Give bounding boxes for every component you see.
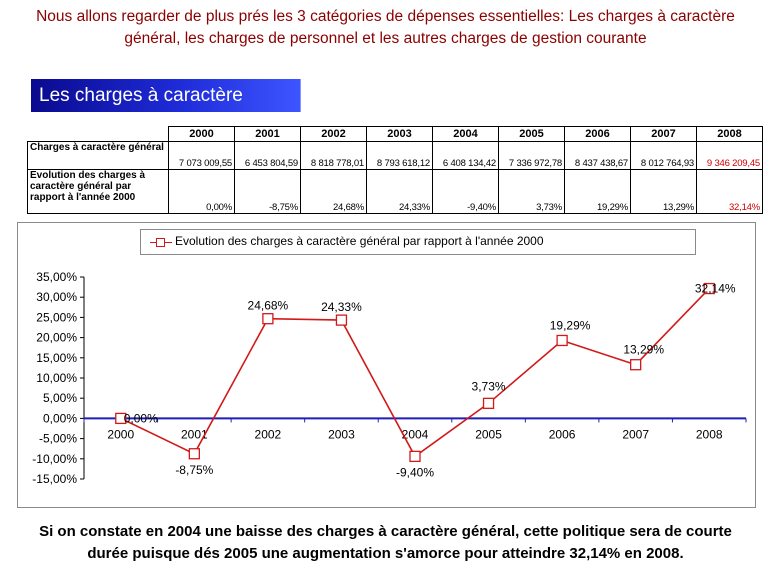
table-row-label: Charges à caractère général <box>28 142 169 170</box>
table-cell: 19,29% <box>565 170 631 214</box>
y-tick-label: 35,00% <box>36 270 77 284</box>
y-tick-label: -10,00% <box>32 451 77 466</box>
data-label: 24,68% <box>247 298 289 313</box>
conclusion-text: Si on constate en 2004 une baisse des charges à caractère général, cette politique sera de courte durée puisque dés 2005 une augmentation s'amorce pour atteindre 32,14% en 2008. <box>39 523 732 562</box>
data-point-marker <box>484 398 494 408</box>
x-tick-label: 2004 <box>401 427 429 442</box>
data-point-marker <box>631 360 641 370</box>
x-tick-label: 2002 <box>254 427 282 442</box>
table-header-year: 2000 <box>169 127 235 142</box>
y-tick-label: 10,00% <box>36 371 77 385</box>
legend-label: Evolution des charges à caractère général par rapport à l'année 2000 <box>175 234 544 248</box>
y-tick-label: -15,00% <box>32 472 77 486</box>
x-tick-label: 2008 <box>695 427 723 442</box>
table-cell: 7 336 972,78 <box>499 142 565 170</box>
table-header-year: 2007 <box>631 127 697 142</box>
section-title: Les charges à caractère général <box>31 79 301 112</box>
table-cell: 6 408 134,42 <box>433 142 499 170</box>
y-tick-label: 5,00% <box>42 391 77 406</box>
x-tick-label: 2001 <box>180 427 208 442</box>
x-tick-label: 2005 <box>475 427 502 442</box>
y-tick-label: -5,00% <box>38 431 77 446</box>
table-cell: 7 073 009,55 <box>169 142 235 170</box>
table-header-year: 2005 <box>499 127 565 142</box>
data-point-marker <box>189 449 199 459</box>
table-header-year: 2004 <box>433 127 499 142</box>
table-cell: 8 793 618,12 <box>367 142 433 170</box>
data-label: 13,29% <box>623 342 665 357</box>
x-tick-label: 2007 <box>622 427 650 442</box>
y-tick-label: 0,00% <box>42 411 77 426</box>
legend-marker-swatch <box>156 238 165 247</box>
data-point-marker <box>557 335 567 345</box>
y-tick-label: 30,00% <box>36 290 77 305</box>
table-cell: 8 012 764,93 <box>631 142 697 170</box>
table-cell: 8 437 438,67 <box>565 142 631 170</box>
data-label: 3,73% <box>471 379 506 394</box>
data-point-marker <box>336 315 346 325</box>
table-cell: 0,00% <box>169 170 235 214</box>
table-header-year: 2003 <box>367 127 433 142</box>
y-tick-label: 25,00% <box>36 310 77 325</box>
intro-text: Nous allons regarder de plus prés les 3 catégories de dépenses essentielles: Les charges à caractère général, les charges de personnel et les autres charges de gestion courante <box>36 8 735 47</box>
data-label: 0,00% <box>123 411 158 426</box>
x-tick-label: 2003 <box>328 427 355 442</box>
data-label: 32,14% <box>694 281 736 296</box>
table-cell: 24,33% <box>367 170 433 214</box>
table-cell: 6 453 804,59 <box>235 142 301 170</box>
table-header-year: 2008 <box>697 127 763 142</box>
table-header-year: 2001 <box>235 127 301 142</box>
table-cell: -8,75% <box>235 170 301 214</box>
data-point-marker <box>263 314 273 324</box>
x-tick-label: 2006 <box>548 427 576 442</box>
chart-legend <box>140 229 696 255</box>
table-cell-highlight: 32,14% <box>697 170 763 214</box>
table-header-year: 2006 <box>565 127 631 142</box>
table-row-label: Evolution des charges à caractère général par rapport à l'année 2000 <box>28 170 169 214</box>
table-header-year: 2002 <box>301 127 367 142</box>
table-cell-highlight: 9 346 209,45 <box>697 142 763 170</box>
x-tick-label: 2000 <box>107 427 135 442</box>
data-label: -8,75% <box>175 462 214 477</box>
data-label: 19,29% <box>549 318 591 333</box>
table-cell: 3,73% <box>499 170 565 214</box>
data-label: -9,40% <box>395 465 435 480</box>
table-cell: 24,68% <box>301 170 367 214</box>
table-cell: 13,29% <box>631 170 697 214</box>
table-cell: 8 818 778,01 <box>301 142 367 170</box>
y-tick-label: 15,00% <box>36 350 77 365</box>
data-point-marker <box>410 451 420 461</box>
table-cell: -9,40% <box>433 170 499 214</box>
y-tick-label: 20,00% <box>36 330 77 345</box>
data-label: 24,33% <box>321 300 362 315</box>
